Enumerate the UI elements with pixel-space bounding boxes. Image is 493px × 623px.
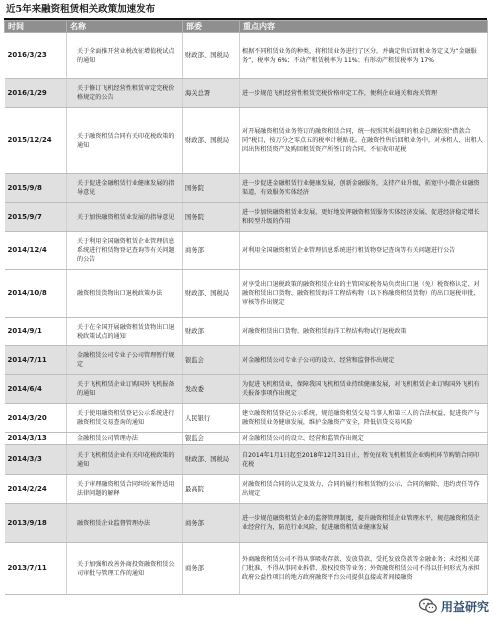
cell-dept: 银监会 xyxy=(183,346,240,375)
policy-table xyxy=(4,20,488,595)
cell-time: 2015/9/7 xyxy=(5,203,67,232)
cell-name: 关于融资租赁合同有关印花税政策的通知 xyxy=(67,108,183,174)
cell-name: 金融租赁公司管理办法 xyxy=(67,433,183,445)
cell-time: 2015/12/24 xyxy=(5,108,67,174)
cell-name: 关于促进金融租赁行业健康发展的指导意见 xyxy=(67,174,183,203)
cell-dept: 商务部 xyxy=(183,504,240,543)
cell-time: 2014/2/24 xyxy=(5,475,67,504)
cell-dept: 国务院 xyxy=(183,203,240,232)
cell-time: 2014/9/1 xyxy=(5,318,67,346)
cell-content: 进一步加快融资租赁业发展，更好地发挥融资租赁服务实体经济发展、促进经济稳定增长和转型升级的作用 xyxy=(240,203,488,232)
watermark xyxy=(419,595,489,617)
cell-dept: 财政部、国税局 xyxy=(183,33,240,79)
header-time: 时间 xyxy=(5,21,67,33)
table-body xyxy=(5,33,488,595)
table-row xyxy=(5,33,488,79)
cell-time: 2013/9/18 xyxy=(5,504,67,543)
cell-dept: 国务院 xyxy=(183,174,240,203)
cell-time: 2014/10/8 xyxy=(5,270,67,318)
cell-content: 对开展融资租赁业务签订的融资租赁合同，统一按照其所载明的租金总额依照“借款合同”税目，按万分之零点五的税率计税贴花。在融资性售后回租业务中，对承租人、出租人因出售租赁资产及购回租赁资产所签订的合同，不征收印花税 xyxy=(240,108,488,174)
cell-dept: 银监会 xyxy=(183,433,240,445)
cell-name: 关于修订飞机经营性租赁审定完税价格规定的公告 xyxy=(67,79,183,108)
cell-dept: 商务部 xyxy=(183,232,240,270)
cell-time: 2013/7/11 xyxy=(5,543,67,595)
cell-name: 融资租赁货物出口退税政策办法 xyxy=(67,270,183,318)
cell-name: 融资租赁企业监督管理办法 xyxy=(67,504,183,543)
cell-content: 外商融资租赁公司不得从事吸收存款、发放贷款、受托发放贷款等金融业务；未经相关部门批准，不得从事同业拆借、股权投资等业务；外资融资租赁公司不得以任何形式为承担政府公益性项目的地方政府融资平台公司提供直接或者间接融资 xyxy=(240,543,488,595)
table-row xyxy=(5,174,488,203)
cell-time: 2014/3/3 xyxy=(5,445,67,475)
watermark-text: 用益研究 xyxy=(440,599,489,614)
cell-dept: 海关总署 xyxy=(183,79,240,108)
cell-name: 关于利用全国融资租赁企业管理信息系统进行租赁物登记查询等有关问题的公告 xyxy=(67,232,183,270)
cell-time: 2014/3/13 xyxy=(5,433,67,445)
cell-name: 关于在全国开展融资租赁货物出口退税政策试点的通知 xyxy=(67,318,183,346)
cell-time: 2014/7/11 xyxy=(5,346,67,375)
cell-dept: 财政部、国税局 xyxy=(183,445,240,475)
table-row xyxy=(5,318,488,346)
cell-time: 2016/1/29 xyxy=(5,79,67,108)
header-dept: 部委 xyxy=(183,21,240,33)
cell-dept: 最高院 xyxy=(183,475,240,504)
table-row xyxy=(5,445,488,475)
cell-content: 为促进飞机租赁业，保障我国飞机租赁业持续健康发展，对飞机租赁企业订购国外飞机有关报备事项作出规定 xyxy=(240,375,488,404)
cell-time: 2014/3/20 xyxy=(5,404,67,433)
table-row xyxy=(5,375,488,404)
cell-name: 金融租赁公司专业子公司管理暂行规定 xyxy=(67,346,183,375)
cell-dept: 人民银行 xyxy=(183,404,240,433)
cell-content: 建立融资租赁登记公示系统，规范融资租赁交易当事人和第三人的合法权益，促进资产与融资租赁业务健康发展，维护金融资产安全，降低信贷交易风险 xyxy=(240,404,488,433)
cell-name: 关于加快融资租赁业发展的指导意见 xyxy=(67,203,183,232)
cell-time: 2014/6/4 xyxy=(5,375,67,404)
table-row xyxy=(5,108,488,174)
cell-content: 进一步规范融资租赁企业的监督管理制度，提升融资租赁企业管理水平，规范融资租赁企业经营行为，防范行业风险，促进融资租赁业健康发展 xyxy=(240,504,488,543)
table-row xyxy=(5,270,488,318)
cell-content: 进一步促进金融租赁行业健康发展，创新金融服务，支持产业升级，拓宽中小微企业融资渠道，有效服务实体经济 xyxy=(240,174,488,203)
table-row xyxy=(5,346,488,375)
table-row xyxy=(5,433,488,445)
cell-name: 关于使用融资租赁登记公示系统进行融资租赁交易查询的通知 xyxy=(67,404,183,433)
table-row xyxy=(5,79,488,108)
table-row xyxy=(5,543,488,595)
cell-name: 关于全面推开营业税改征增值税试点的通知 xyxy=(67,33,183,79)
header-name: 名称 xyxy=(67,21,183,33)
cell-content: 对融资租赁出口货物、融资租赁海洋工程结构物试行退税政策 xyxy=(240,318,488,346)
table-row xyxy=(5,475,488,504)
header-content: 重点内容 xyxy=(240,21,488,33)
table-row xyxy=(5,504,488,543)
cell-name: 关于飞机租赁企业有关印花税政策的通知 xyxy=(67,445,183,475)
cell-content: 对融资租赁合同的认定及效力、合同的履行和租赁物的公示、合同的解除、违约责任等作出规定 xyxy=(240,475,488,504)
cell-content: 对金融租赁公司专业子公司的设立、经营和监督作出规定 xyxy=(240,346,488,375)
cell-content: 对利用全国融资租赁企业管理信息系统进行租赁物登记查询等有关问题进行公告 xyxy=(240,232,488,270)
table-row xyxy=(5,404,488,433)
cell-time: 2014/12/4 xyxy=(5,232,67,270)
cell-content: 根据不同租赁业务的种类，将租赁业务进行了区分，并确定售后回租业务定义为“金融服务”，税率为 6%；不动产租赁税率为 11%；有形动产租赁税率为 17% xyxy=(240,33,488,79)
cell-dept: 发改委 xyxy=(183,375,240,404)
table-row xyxy=(5,203,488,232)
cell-content: 对金融租赁公司的设立、经营和监管作出规定 xyxy=(240,433,488,445)
cell-dept: 财政部、国税局 xyxy=(183,270,240,318)
cell-dept: 财政部 xyxy=(183,318,240,346)
cell-time: 2016/3/23 xyxy=(5,33,67,79)
cell-content: 对享受出口退税政策的融资租赁企业的主管国家税务局负责出口退（免）税资格认定、对融资租赁出口货物、融资租赁海洋工程结构物（以下称融资租赁货物）的出口退税审批、审核等作出规定 xyxy=(240,270,488,318)
cell-time: 2015/9/8 xyxy=(5,174,67,203)
cell-name: 关于审理融资租赁合同纠纷案件适用法律问题的解释 xyxy=(67,475,183,504)
table-title: 近5年来融资租赁相关政策加速发布 xyxy=(6,4,156,15)
table-row xyxy=(5,232,488,270)
table-header-row xyxy=(5,21,488,33)
cell-dept: 财政部、国税局 xyxy=(183,108,240,174)
cell-name: 关于加强和改善外商投资融资租赁公司审批与管理工作的通知 xyxy=(67,543,183,595)
cell-name: 关于飞机租赁企业订购国外飞机报备的通知 xyxy=(67,375,183,404)
cell-content: 自2014年1月1日起至2018年12月31日止，暂免征收飞机租赁企业购机环节购销合同印花税 xyxy=(240,445,488,475)
cell-content: 进一步规范飞机经营性租赁完税价格审定工作，便利企业通关和海关管理 xyxy=(240,79,488,108)
wechat-icon xyxy=(419,598,437,614)
cell-dept: 商务部 xyxy=(183,543,240,595)
